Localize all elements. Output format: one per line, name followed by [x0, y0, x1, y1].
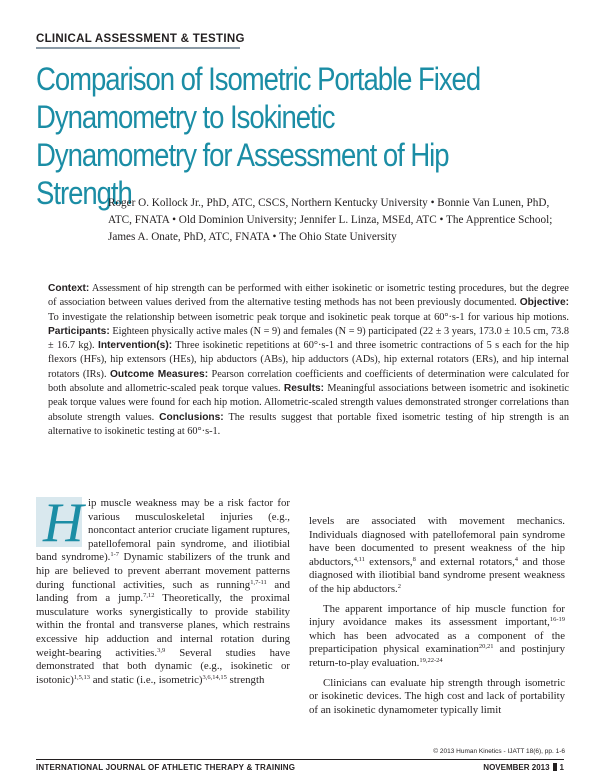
author-affiliation: Northern Kentucky University [291, 197, 428, 209]
body-text: Dynamic stabilizers of the trunk and hip are believed to prevent aberrant movement patterns during functional activities, such as running [36, 551, 290, 591]
abstract [48, 282, 569, 439]
abstract-heading: Objective: [519, 297, 570, 309]
citation: 2 [397, 582, 402, 590]
citation: 1,7-11 [250, 578, 267, 586]
author-name: Roger O. Kollock Jr., PhD, ATC, CSCS [108, 197, 286, 209]
citation: 7,12 [143, 592, 155, 600]
abstract-text: Pearson correlation coefficients and coefficients of determination were calculated for both absolute and allometric-scaled peak torque values. [48, 368, 570, 395]
body-column-left [36, 492, 290, 687]
body-text: extensors, [364, 555, 413, 568]
bullet-icon: • [439, 214, 444, 226]
body-text: which has been advocated as a component of the preparticipation physical examination [309, 629, 565, 656]
abstract-text: Eighteen physically active males (N = 9) and females (N = 9) participated (22 ± 3 years, 173.0 ± 10.5 cm, 73.8 ± 16.7 kg). [48, 325, 569, 352]
citation: 20,21 [478, 643, 494, 651]
dropcap: H [43, 492, 84, 554]
journal-name: INTERNATIONAL JOURNAL OF ATHLETIC THERAPY & TRAINING [36, 763, 296, 772]
author-list [108, 195, 568, 246]
abstract-heading: Conclusions: [159, 411, 224, 423]
dropcap-box [36, 492, 84, 554]
paragraph [309, 603, 565, 671]
citation: 19,22-24 [419, 656, 443, 664]
citation: 8 [412, 555, 416, 563]
abstract-heading: Outcome Measures: [109, 368, 209, 380]
citation: 3,6,14,15 [202, 673, 227, 681]
body-text: ip muscle weakness may be a risk factor for various musculoskeletal injuries (e.g., noncontact anterior cruciate ligament ruptures, patellofemoral pain syndrome, and iliotibial band syndrome). [36, 497, 290, 564]
abstract-text: Three isokinetic repetitions at 60°·s-1 and three isometric contractions of 5 s each for the hip flexors (HFs), hip extensors (HEs), hip abductors (ABs), hip adductors (ADs), hip external rotators (ERs), and hip internal rotators (IRs). [48, 340, 570, 380]
abstract-heading: Participants: [48, 325, 110, 337]
separator-block [553, 763, 557, 771]
author-affiliation: The Apprentice School [446, 214, 550, 226]
body-text: and those diagnosed with iliotibial band syndrome present weakness of the hip abductors. [309, 555, 565, 595]
citation: 1-7 [110, 551, 120, 559]
section-rule [36, 47, 240, 49]
bullet-icon: • [430, 197, 435, 209]
citation: 16-19 [549, 616, 565, 624]
copyright-line: © 2013 Human Kinetics - IJATT 18(6), pp. 1-6 [433, 748, 565, 755]
separator: ; [293, 214, 300, 226]
separator: , [285, 197, 292, 209]
body-text: strength [226, 673, 265, 686]
citation: 4,11 [353, 555, 365, 563]
separator: ; [549, 214, 553, 226]
body-text: and postinjury return-to-play evaluation. [309, 643, 565, 669]
citation: 3,9 [157, 646, 166, 654]
abstract-heading: Intervention(s): [97, 340, 173, 352]
body-text: levels are associated with movement mechanics. Individuals diagnosed with patellofemoral pain syndrome have been documented to present weakness of the hip abductors, [309, 515, 565, 568]
abstract-text: The results suggest that portable fixed isometric testing of hip strength is an alternative to isokinetic testing at 60°·s-1. [48, 411, 569, 437]
author-affiliation: The Ohio State University [278, 231, 397, 243]
abstract-text: Meaningful associations between isometric and isokinetic peak torque values were found for each hip motion. Allometric-scaled strength values demonstrated stronger correlations than absolute strength values. [48, 383, 569, 423]
abstract-text: Assessment of hip strength can be performed with either isokinetic or isometric testing procedures, but the degree of association between values derived from the alternative testing methods has not been previously documented. [48, 283, 569, 309]
body-text: Theoretically, the proximal musculature works synergistically to provide stability within the frontal and transverse planes, which restrains excessive hip adduction and internal rotation during weight-bearing activities. [36, 592, 290, 659]
paragraph [309, 515, 565, 597]
page-number: 1 [559, 763, 564, 772]
body-column-right [309, 515, 565, 717]
footer-page-info [483, 763, 564, 772]
body-text: Several studies have demonstrated that both dynamic (e.g., isokinetic or isotonic) [36, 646, 290, 686]
body-text: Clinicians can evaluate hip strength through isometric or isokinetic devices. The high cost and lack of portability of an isokinetic dynamometer typically limit [309, 676, 565, 716]
bullet-icon: • [272, 231, 277, 243]
body-text: The apparent importance of hip muscle function for injury avoidance makes its assessment important, [309, 602, 565, 629]
citation: 1,5,13 [73, 673, 91, 681]
body-text: and landing from a jump. [36, 578, 290, 605]
author-name: Jennifer L. Linza, MSEd, ATC [299, 214, 437, 226]
bullet-icon: • [172, 214, 176, 226]
abstract-text: To investigate the relationship between isometric peak torque and isokinetic peak torque at 60°·s-1 for various hip motions. [48, 311, 569, 323]
issue-date: NOVEMBER 2013 [483, 763, 550, 772]
body-text: and static (i.e., isometric) [90, 673, 203, 686]
paragraph [309, 677, 565, 718]
body-text: and external rotators, [415, 555, 515, 568]
author-name: James A. Onate, PhD, ATC, FNATA [108, 231, 270, 243]
author-name: Bonnie Van Lunen, PhD, ATC, FNATA [108, 197, 550, 226]
abstract-heading: Results: [283, 383, 325, 395]
author-affiliation: Old Dominion University [178, 214, 294, 226]
footer-rule [36, 759, 564, 760]
article-title: Comparison of Isometric Portable Fixed Dynamometry to Isokinetic Dynamometry for Assessment of Hip Strength [36, 61, 481, 211]
section-label: CLINICAL ASSESSMENT & TESTING [36, 33, 245, 45]
citation: 4 [514, 555, 519, 563]
abstract-heading: Context: [48, 283, 90, 294]
